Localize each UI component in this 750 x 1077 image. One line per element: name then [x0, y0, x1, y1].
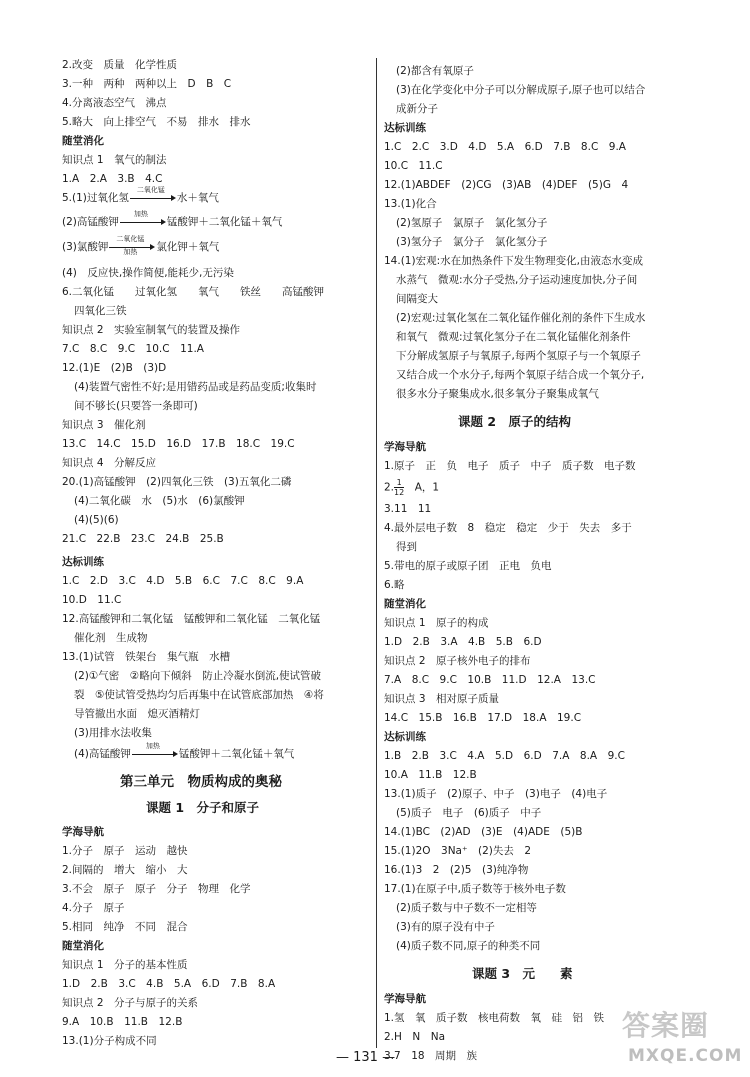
answer-line: (2)都含有氧原子	[396, 65, 474, 77]
reaction-arrow: 二氧化锰	[130, 193, 176, 203]
section-heading: 随堂消化	[62, 940, 104, 952]
equation-line: (4)高锰酸钾 加热 锰酸钾＋二氧化锰＋氧气	[74, 742, 295, 760]
answer-line: 和氧气 微观:过氧化氢分子在二氧化锰催化剂条件	[396, 331, 631, 343]
answer-line: 12.(1)E (2)B (3)D	[62, 362, 167, 374]
answer-line: 14.C 15.B 16.B 17.D 18.A 19.C	[384, 712, 582, 724]
answer-line: 又结合成一个水分子,每两个氧原子结合成一个氧分子,	[396, 369, 645, 381]
knowledge-point: 知识点 4 分解反应	[62, 457, 157, 469]
reaction-arrow: 二氧化锰 加热	[109, 242, 155, 252]
answer-line: 9.A 10.B 11.B 12.B	[62, 1016, 183, 1028]
answer-line: 1.原子 正 负 电子 质子 中子 质子数 电子数	[384, 460, 636, 472]
answer-line: 12.高锰酸钾和二氧化锰 锰酸钾和二氧化锰 二氧化锰	[62, 613, 321, 625]
answer-line: 5.带电的原子或原子团 正电 负电	[384, 560, 552, 572]
answer-line: (4)装置气密性不好;是用错药品或是药品变质;收集时	[74, 381, 317, 393]
answer-line: 3.一种 两种 两种以上 D B C	[62, 78, 232, 90]
section-heading: 学海导航	[384, 441, 426, 453]
answer-line: 1.B 2.B 3.C 4.A 5.D 6.D 7.A 8.A 9.C	[384, 750, 625, 762]
answer-line: 1.D 2.B 3.C 4.B 5.A 6.D 7.B 8.A	[62, 978, 276, 990]
answer-line: 得到	[396, 541, 417, 553]
answer-line: 很多水分子聚集成水,很多氧分子聚集成氧气	[396, 388, 599, 400]
answer-line: (4)质子数不同,原子的种类不同	[396, 940, 541, 952]
answer-line: 3.7 18 周期 族	[384, 1050, 478, 1062]
answer-line: 催化剂 生成物	[74, 632, 148, 644]
answer-line: 1.D 2.B 3.A 4.B 5.B 6.D	[384, 636, 542, 648]
answer-line: 16.(1)3 2 (2)5 (3)纯净物	[384, 864, 529, 876]
answer-line: 裂 ⑤使试管受热均匀后再集中在试管底部加热 ④将	[74, 689, 324, 701]
reaction-arrow: 加热	[132, 749, 178, 759]
watermark	[622, 1009, 744, 1072]
answer-line: 水蒸气 微观:水分子受热,分子运动速度加快,分子间	[396, 274, 638, 286]
fraction: $\frac{1}{12}$	[394, 478, 405, 497]
answer-line: 3.11 11	[384, 503, 432, 515]
answer-line: 13.(1)分子构成不同	[62, 1035, 157, 1047]
answer-line: 20.(1)高锰酸钾 (2)四氧化三铁 (3)五氧化二磷	[62, 476, 292, 488]
lesson-title: 课题 1 分子和原子	[146, 800, 260, 815]
answer-line: 间隔变大	[396, 293, 438, 305]
knowledge-point: 知识点 2 分子与原子的关系	[62, 997, 199, 1009]
answer-line: 12.(1)ABDEF (2)CG (3)AB (4)DEF (5)G 4	[384, 179, 629, 191]
knowledge-point: 知识点 1 氧气的制法	[62, 154, 167, 166]
answer-line: 2.改变 质量 化学性质	[62, 59, 178, 71]
answer-line: (2)宏观:过氧化氢在二氧化锰作催化剂的条件下生成水	[396, 312, 646, 324]
answer-line: 1.氢 氧 质子数 核电荷数 氧 硅 铝 铁	[384, 1012, 605, 1024]
knowledge-point: 知识点 2 实验室制氧气的装置及操作	[62, 324, 241, 336]
lesson-title: 课题 3 元 素	[472, 966, 573, 981]
answer-line: 10.A 11.B 12.B	[384, 769, 477, 781]
knowledge-point: 知识点 3 相对原子质量	[384, 693, 500, 705]
answer-line: 13.(1)化合	[384, 198, 437, 210]
answer-line: (3)用排水法收集	[74, 727, 152, 739]
answer-line: 2.H N Na	[384, 1031, 446, 1043]
reaction-arrow: 加热	[120, 217, 166, 227]
answer-line-fraction: 2. $\frac{1}{12}$ A，1	[384, 478, 440, 497]
answer-line: 17.(1)在原子中,质子数等于核外电子数	[384, 883, 566, 895]
answer-line: (4)二氧化碳 水 (5)水 (6)氯酸钾	[74, 495, 245, 507]
answer-line: 6.二氧化锰 过氧化氢 氧气 铁丝 高锰酸钾	[62, 286, 325, 298]
answer-line: 1.C 2.D 3.C 4.D 5.B 6.C 7.C 8.C 9.A	[62, 575, 304, 587]
answer-line: 导管撤出水面 熄灭酒精灯	[74, 708, 200, 720]
answer-line: (4)(5)(6)	[74, 514, 119, 526]
answer-line: 间不够长(只要答一条即可)	[74, 400, 198, 412]
answer-line: 下分解成氢原子与氧原子,每两个氢原子与一个氧原子	[396, 350, 641, 362]
section-heading: 达标训练	[384, 731, 426, 743]
answer-line: (2)①气密 ②略向下倾斜 防止冷凝水倒流,使试管破	[74, 670, 322, 682]
section-heading: 随堂消化	[62, 135, 104, 147]
answer-line: (3)有的原子没有中子	[396, 921, 495, 933]
answer-line: 1.分子 原子 运动 越快	[62, 845, 188, 857]
answer-line: 13.C 14.C 15.D 16.D 17.B 18.C 19.C	[62, 438, 295, 450]
watermark-logo: 答案圈	[622, 1009, 710, 1042]
answer-line: 7.C 8.C 9.C 10.C 11.A	[62, 343, 204, 355]
answer-line: 6.略	[384, 579, 405, 591]
lesson-title: 课题 2 原子的结构	[458, 414, 572, 429]
answer-line: 四氧化三铁	[74, 305, 127, 317]
answer-line: 4.分离液态空气 沸点	[62, 97, 167, 109]
answer-line: 14.(1)BC (2)AD (3)E (4)ADE (5)B	[384, 826, 583, 838]
answer-line: 1.C 2.C 3.D 4.D 5.A 6.D 7.B 8.C 9.A	[384, 141, 626, 153]
column-divider	[376, 58, 377, 1048]
answer-line: 1.A 2.A 3.B 4.C	[62, 173, 163, 185]
answer-line: 10.D 11.C	[62, 594, 122, 606]
section-heading: 学海导航	[62, 826, 104, 838]
answer-line: 4.最外层电子数 8 稳定 稳定 少于 失去 多于	[384, 522, 632, 534]
equation-line: 5.(1)过氧化氢 二氧化锰 水＋氧气	[62, 186, 219, 204]
answer-line: 2.间隔的 增大 缩小 大	[62, 864, 188, 876]
answer-line: 10.C 11.C	[384, 160, 443, 172]
section-heading: 学海导航	[384, 993, 426, 1005]
answer-line: (5)质子 电子 (6)质子 中子	[396, 807, 542, 819]
section-heading: 随堂消化	[384, 598, 426, 610]
answer-line: 5.略大 向上排空气 不易 排水 排水	[62, 116, 251, 128]
unit-title: 第三单元 物质构成的奥秘	[120, 774, 282, 790]
answer-line: (4) 反应快,操作简便,能耗少,无污染	[62, 267, 234, 279]
answer-line: 13.(1)试管 铁架台 集气瓶 水槽	[62, 651, 231, 663]
answer-line: 21.C 22.B 23.C 24.B 25.B	[62, 533, 224, 545]
page-number: — 131 —	[336, 1050, 396, 1065]
answer-line: 7.A 8.C 9.C 10.B 11.D 12.A 13.C	[384, 674, 596, 686]
knowledge-point: 知识点 1 分子的基本性质	[62, 959, 188, 971]
answer-line: 14.(1)宏观:水在加热条件下发生物理变化,由液态水变成	[384, 255, 643, 267]
answer-line: 3.不会 原子 原子 分子 物理 化学	[62, 883, 251, 895]
section-heading: 达标训练	[384, 122, 426, 134]
knowledge-point: 知识点 1 原子的构成	[384, 617, 489, 629]
knowledge-point: 知识点 3 催化剂	[62, 419, 146, 431]
watermark-url: MXQE.COM	[628, 1046, 743, 1066]
answer-line: 4.分子 原子	[62, 902, 125, 914]
answer-line: (3)在化学变化中分子可以分解成原子,原子也可以结合	[396, 84, 646, 96]
answer-line: (2)氢原子 氯原子 氯化氢分子	[396, 217, 548, 229]
knowledge-point: 知识点 2 原子核外电子的排布	[384, 655, 531, 667]
answer-line: (2)质子数与中子数不一定相等	[396, 902, 537, 914]
answer-line: (3)氢分子 氯分子 氯化氢分子	[396, 236, 548, 248]
section-heading: 达标训练	[62, 556, 104, 568]
equation-line: (2)高锰酸钾 加热 锰酸钾＋二氧化锰＋氧气	[62, 210, 283, 228]
answer-line: 13.(1)质子 (2)原子、中子 (3)电子 (4)电子	[384, 788, 608, 800]
answer-line: 5.相同 纯净 不同 混合	[62, 921, 188, 933]
equation-line: (3)氯酸钾 二氧化锰 加热 氯化钾＋氧气	[62, 235, 220, 256]
answer-line: 15.(1)2O 3Na⁺ (2)失去 2	[384, 845, 532, 857]
answer-line: 成新分子	[396, 103, 438, 115]
